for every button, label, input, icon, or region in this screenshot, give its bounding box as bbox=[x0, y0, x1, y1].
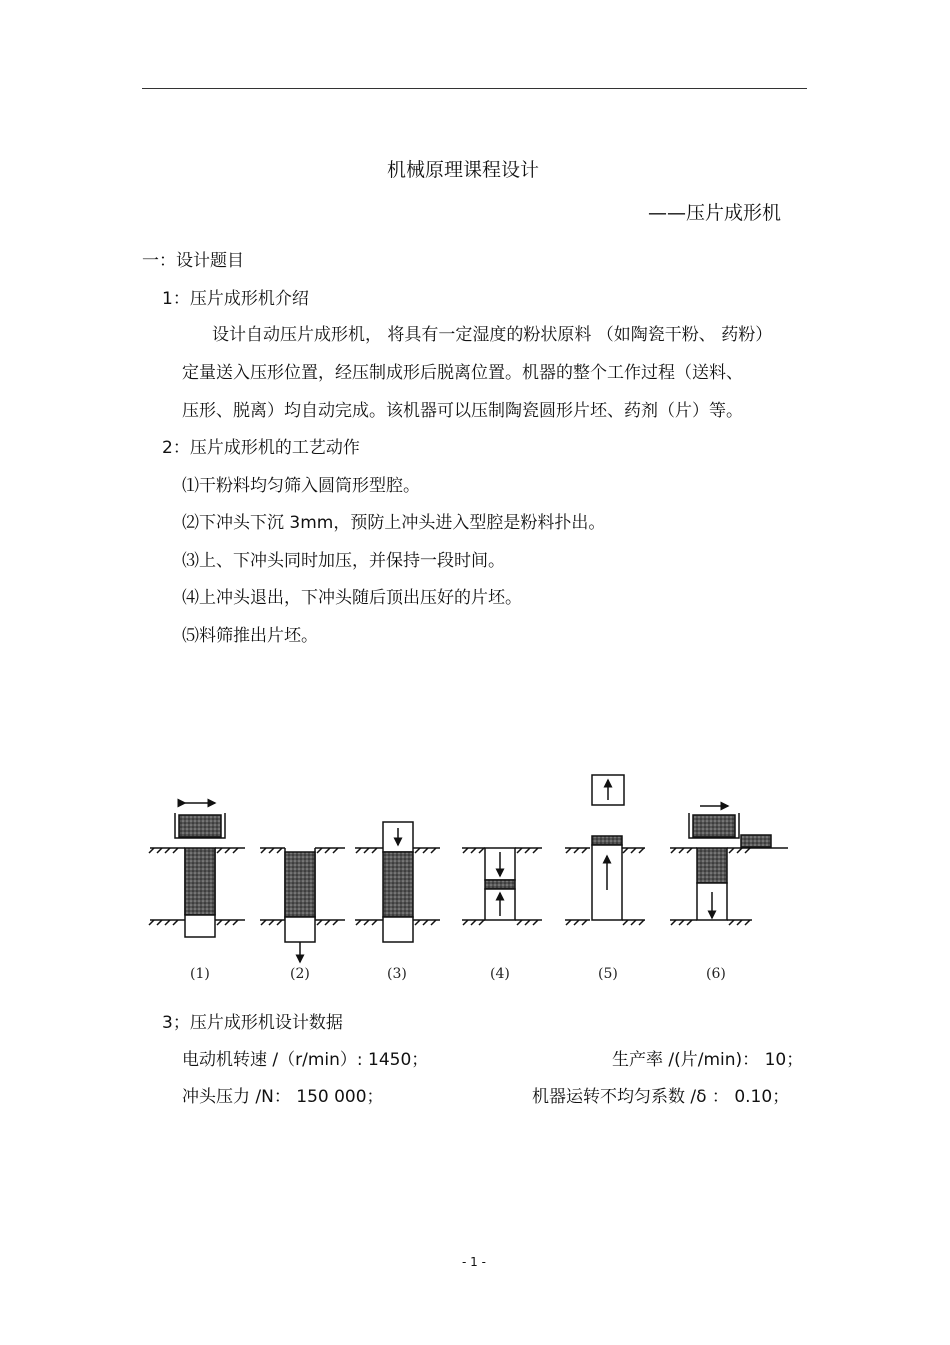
step-item: ⑴干粉料均匀筛入圆筒形型腔。 bbox=[182, 476, 420, 496]
subsection-heading-data: 3；压片成形机设计数据 bbox=[162, 1013, 343, 1033]
step-item: ⑸料筛推出片坯。 bbox=[182, 626, 318, 646]
station-3-diagram bbox=[355, 822, 440, 942]
data-row-right: 生产率 /(片/min)： 10； bbox=[612, 1050, 804, 1070]
station-5-diagram bbox=[565, 775, 645, 925]
figure-label: (5) bbox=[598, 966, 618, 982]
header-rule bbox=[142, 88, 807, 89]
step-item: ⑷上冲头退出，下冲头随后顶出压好的片坯。 bbox=[182, 588, 522, 608]
figure-label: (2) bbox=[290, 966, 310, 982]
step-item: ⑶上、下冲头同时加压，并保持一段时间。 bbox=[182, 551, 505, 571]
data-row-right: 机器运转不均匀系数 /δ ： 0.10； bbox=[532, 1087, 790, 1107]
station-4-diagram bbox=[462, 848, 542, 925]
section-heading: 一：设计题目 bbox=[142, 251, 244, 271]
paragraph-line: 压形、脱离）均自动完成。该机器可以压制陶瓷圆形片坯、药剂（片）等。 bbox=[182, 401, 743, 421]
data-row-left: 电动机转速 /（r/min）: 1450； bbox=[182, 1050, 429, 1070]
page-number: - 1 - bbox=[462, 1255, 486, 1269]
station-1-diagram bbox=[149, 803, 245, 937]
figure-label: (1) bbox=[190, 966, 210, 982]
subsection-heading-process: 2：压片成形机的工艺动作 bbox=[162, 438, 360, 458]
figure-label: (4) bbox=[490, 966, 510, 982]
figure-label: (6) bbox=[706, 966, 726, 982]
paragraph-line: 定量送入压形位置，经压制成形后脱离位置。机器的整个工作过程（送料、 bbox=[182, 363, 743, 383]
document-subtitle: ——压片成形机 bbox=[648, 202, 782, 224]
station-6-diagram bbox=[670, 806, 788, 925]
document-title: 机械原理课程设计 bbox=[387, 159, 540, 181]
paragraph-line: 设计自动压片成形机， 将具有一定湿度的粉状原料 （如陶瓷干粉、 药粉） bbox=[212, 325, 773, 345]
figure-label: (3) bbox=[387, 966, 407, 982]
station-2-diagram bbox=[260, 848, 345, 962]
data-row-left: 冲头压力 /N： 150 000； bbox=[182, 1087, 384, 1107]
step-item: ⑵下冲头下沉 3mm，预防上冲头进入型腔是粉料扑出。 bbox=[182, 513, 606, 533]
process-diagram bbox=[140, 770, 800, 990]
subsection-heading-intro: 1：压片成形机介绍 bbox=[162, 289, 309, 309]
